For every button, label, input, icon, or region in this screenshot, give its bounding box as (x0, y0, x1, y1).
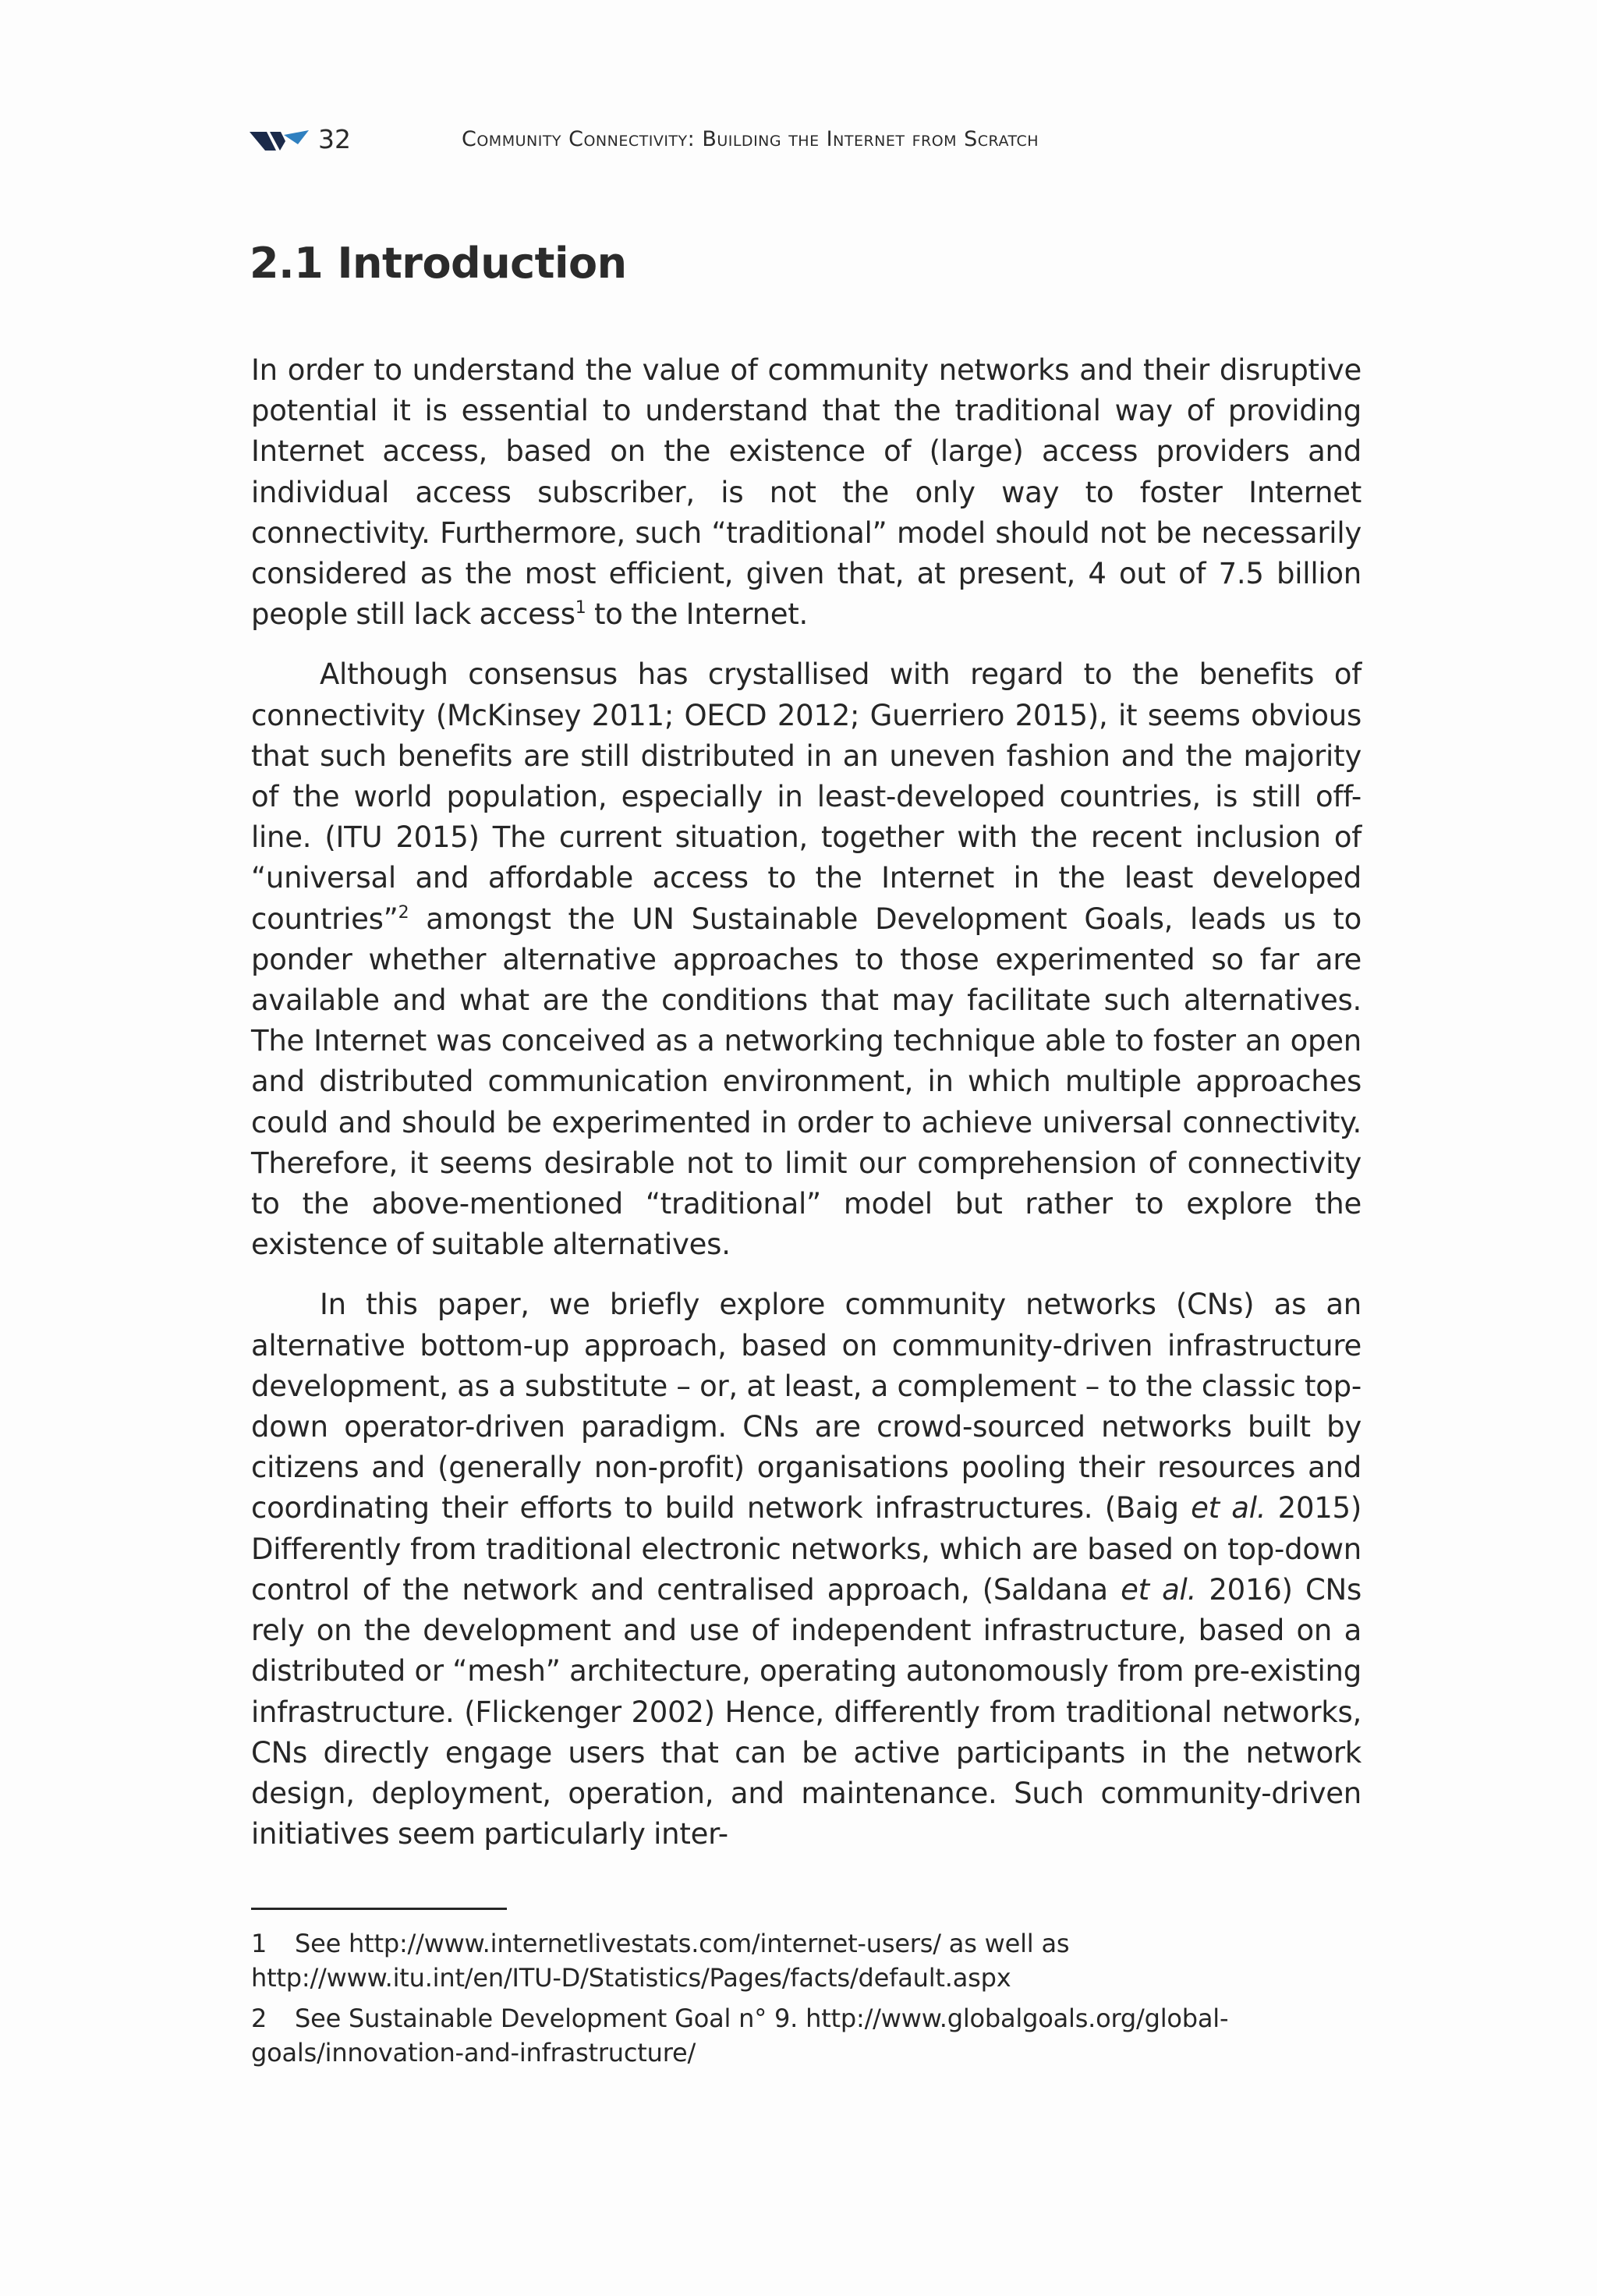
footnotes (251, 1926, 1362, 2076)
paragraph-3 (251, 1284, 1362, 1855)
footnote-divider (251, 1908, 507, 1910)
paragraph-text: 2016) CNs rely on the development and use of independent infrastructure, based on a distributed or “mesh” architecture, operating autonomously from pre-existing infrastructure. (Flickenger 2002) Hence, differently from traditional networks, CNs directly engage users that can be active participants in the network design, deployment, operation, and maintenance. Such community-driven initiatives seem particularly inter- (251, 1572, 1362, 1851)
paragraph-text: to the Internet. (586, 597, 809, 632)
paragraph-1 (251, 350, 1362, 635)
running-title: Community Connectivity: Building the Internet from Scratch (462, 127, 1039, 151)
paragraph-text: Although consensus has crystallised with regard to the benefits of connectivity (McKinsey 2011; OECD 2012; Guerriero 2015), it seems obvious that such benefits are still distributed in an uneven fashion and the majority of the world population, especially in least-developed countries, is still off-line. (ITU 2015) The current situation, together with the recent inclusion of “universal and affordable access to the Internet in the least developed countries” (251, 657, 1362, 936)
paragraph-text: In this paper, we briefly explore community networks (CNs) as an alternative bottom-up approach, based on community-driven infrastructure development, as a substitute – or, at least, a complement – to the classic top-down operator-driven paradigm. CNs are crowd-sourced networks built by citizens and (generally non-profit) organisations pooling their resources and coordinating their efforts to build network infrastructures. (Baig (251, 1288, 1362, 1525)
footnote-1 (251, 1926, 1362, 1995)
footnote-text: See http://www.internetlivestats.com/internet-users/ as well as http://www.itu.int/en/ITU-D/Statistics/Pages/facts/default.aspx (251, 1929, 1070, 1993)
page-header (250, 121, 1357, 158)
paragraph-text: amongst the UN Sustainable Development Goals, leads us to ponder whether alternative approaches to those experimented so far are available and what are the conditions that may facilitate such alternatives. The Internet was conceived as a networking technique able to foster an open and distributed communication environment, in which multiple approaches could and should be experimented in order to achieve universal connectivity. Therefore, it seems desirable not to limit our comprehension of connectivity to the above-mentioned “traditional” model but rather to explore the existence of suitable alternatives. (251, 902, 1362, 1262)
footnote-ref-2: 2 (398, 902, 409, 923)
section-title: 2.1 Introduction (250, 239, 627, 288)
footnote-ref-1: 1 (575, 598, 586, 618)
italic-text: et al. (1191, 1491, 1266, 1525)
italic-text: et al. (1121, 1572, 1197, 1607)
publisher-logo-icon (250, 129, 309, 154)
paragraph-2 (251, 654, 1362, 1265)
paragraph-text: 2015) Differently from traditional electronic networks, which are based on top-down control of the network and centralised approach, (Saldana (251, 1491, 1362, 1607)
footnote-number: 2 (251, 2004, 267, 2033)
footnote-text: See Sustainable Development Goal n° 9. http://www.globalgoals.org/global-goals/innovation-and-infrastructure/ (251, 2004, 1229, 2067)
footnote-2 (251, 2001, 1362, 2070)
body-text (251, 350, 1362, 1874)
footnote-number: 1 (251, 1929, 267, 1958)
paragraph-text: In order to understand the value of community networks and their disruptive potential it is essential to understand that the traditional way of providing Internet access, based on the existence of (large) access providers and individual access subscriber, is not the only way to foster Internet connectivity. Furthermore, such “traditional” model should not be necessarily considered as the most efficient, given that, at present, 4 out of 7.5 billion people still lack access (251, 353, 1362, 632)
page-number: 32 (318, 124, 351, 154)
